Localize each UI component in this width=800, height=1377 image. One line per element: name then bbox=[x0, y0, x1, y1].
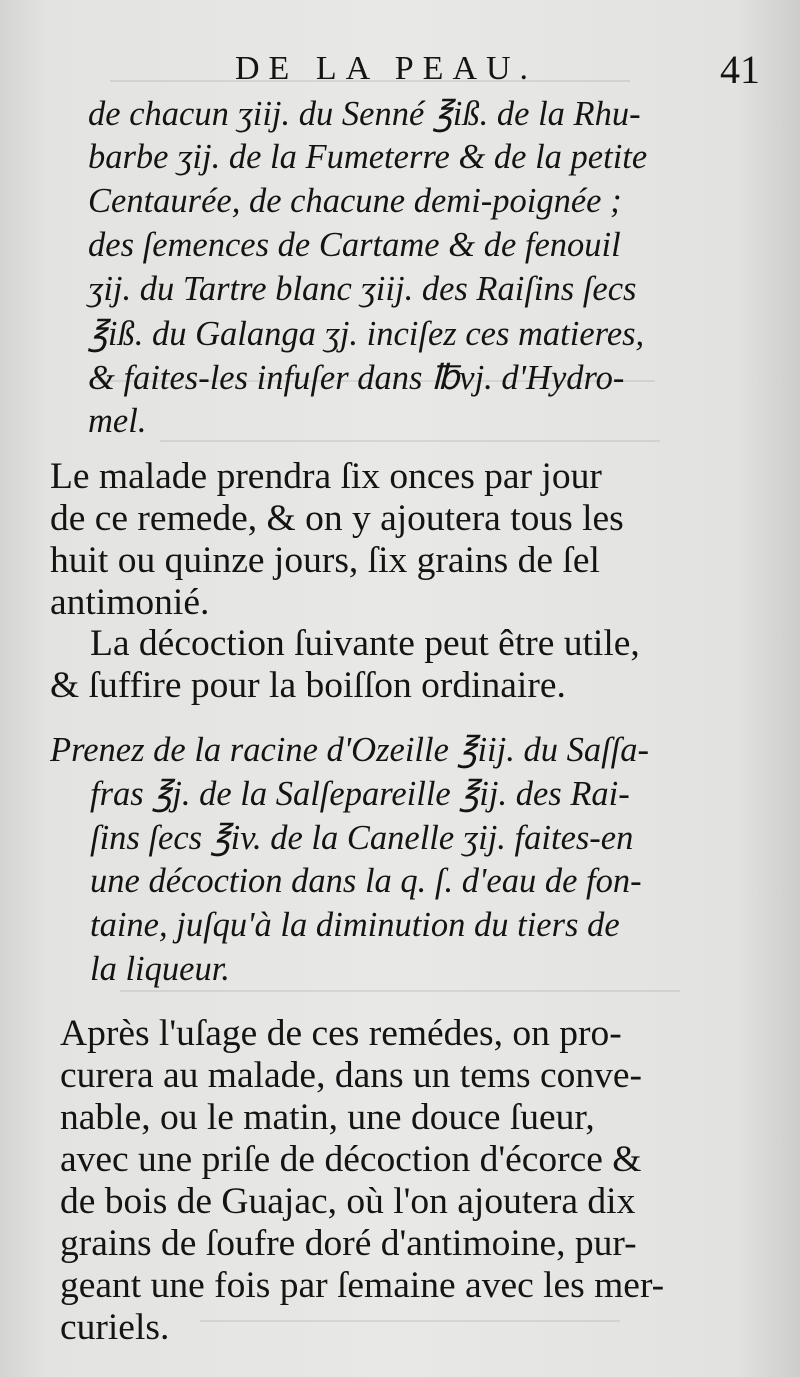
text-line: nable, ou le matin, une douce ſueur, bbox=[60, 1097, 595, 1138]
text-line: ʒij. du Tartre blanc ʒiij. des Raiſins ſecs bbox=[88, 270, 637, 308]
page-header bbox=[235, 47, 760, 100]
text-line: curera au malade, dans un tems conve- bbox=[60, 1055, 643, 1096]
text-line: antimonié. bbox=[50, 582, 210, 623]
text-line: avec une priſe de décoction d'écorce & bbox=[60, 1139, 642, 1180]
text-line: la liqueur. bbox=[90, 950, 230, 988]
text-line: de bois de Guajac, où l'on ajoutera dix bbox=[60, 1181, 636, 1222]
text-line: de ce remede, & on y ajoutera tous les bbox=[50, 498, 624, 539]
text-line: de chacun ʒiij. du Senné ℥iß. de la Rhu- bbox=[88, 95, 641, 133]
text-line: geant une fois par ſemaine avec les mer- bbox=[60, 1265, 665, 1306]
text-line: Après l'uſage de ces remédes, on pro- bbox=[60, 1013, 622, 1054]
running-head: DE LA PEAU. bbox=[235, 50, 538, 87]
text-line: ſins ſecs ℥iv. de la Canelle ʒij. faites-en bbox=[90, 819, 634, 857]
text-line: taine, juſqu'à la diminution du tiers de bbox=[90, 906, 620, 944]
text-line: & ſuffire pour la boiſſon ordinaire. bbox=[50, 665, 566, 706]
text-line: mel. bbox=[88, 402, 147, 440]
text-line: Centaurée, de chacune demi-poignée ; bbox=[88, 182, 622, 220]
text-line: une décoction dans la q. ſ. d'eau de fon- bbox=[90, 862, 642, 900]
page-number: 41 bbox=[720, 47, 760, 92]
text-line: huit ou quinze jours, ſix grains de ſel bbox=[50, 540, 600, 581]
text-line: fras ℥j. de la Salſepareille ℥ij. des Rai- bbox=[90, 775, 630, 813]
text-line: curiels. bbox=[60, 1307, 170, 1348]
text-line: des ſemences de Cartame & de fenouil bbox=[88, 226, 621, 264]
text-line: Prenez de la racine d'Ozeille ℥iij. du Saſſa- bbox=[50, 731, 649, 769]
text-line: La décoction ſuivante peut être utile, bbox=[90, 623, 640, 664]
text-line: grains de ſoufre doré d'antimoine, pur- bbox=[60, 1223, 637, 1264]
text-line: barbe ʒij. de la Fumeterre & de la petite bbox=[88, 138, 648, 176]
text-line: Le malade prendra ſix onces par jour bbox=[50, 456, 602, 497]
text-line: & faites-les infuſer dans ℔vj. d'Hydro- bbox=[88, 359, 625, 397]
text-line: ℥iß. du Galanga ʒj. inciſez ces matieres, bbox=[88, 315, 645, 353]
